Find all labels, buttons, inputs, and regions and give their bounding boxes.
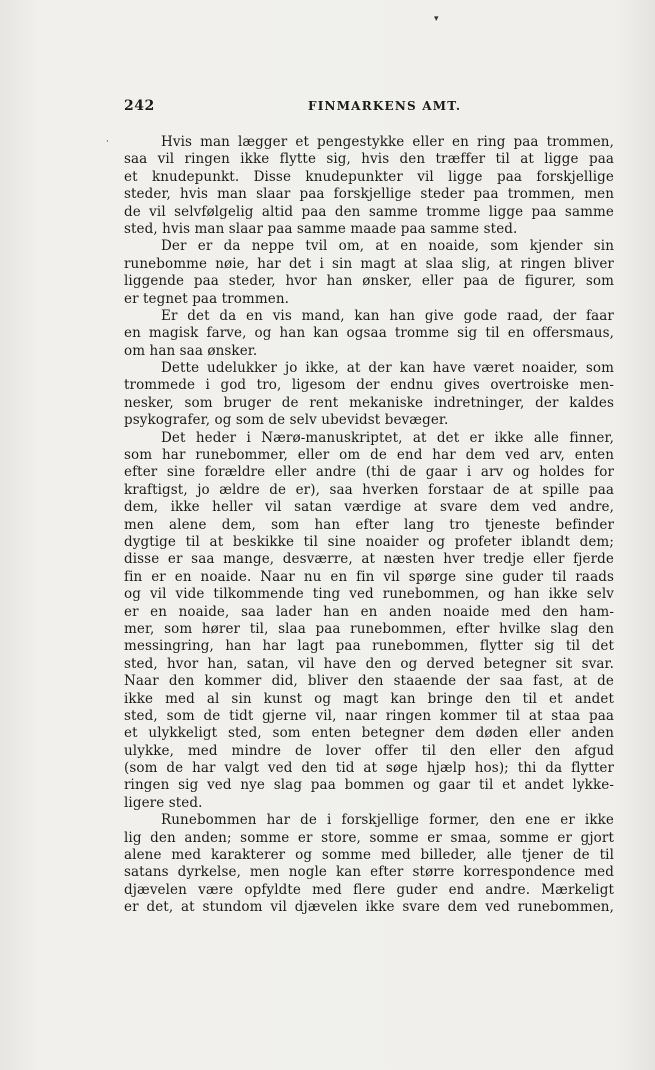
text-line: satans dyrkelse, men nogle kan efter større korrespondence med: [124, 864, 614, 881]
text-line: mer, som hører til, slaa paa runebommen, efter hvilke slag den: [124, 620, 614, 637]
text-line: er det, at stundom vil djævelen ikke svare dem ved runebommen,: [124, 899, 614, 916]
text-line: sted, som de tidt gjerne vil, naar ringen kommer til at staa paa: [124, 707, 614, 724]
ink-speck: ·: [106, 137, 109, 147]
text-line: efter sine forældre eller andre (thi de gaar i arv og holdes for: [124, 464, 614, 481]
text-line: et ulykkeligt sted, som enten betegner dem døden eller anden: [124, 725, 614, 742]
text-line: trommede i god tro, ligesom der endnu gives overtroiske men-: [124, 377, 614, 394]
text-line: saa vil ringen ikke flytte sig, hvis den træffer til at ligge paa: [124, 151, 614, 168]
text-line: Er det da en vis mand, kan han give gode raad, der faar: [161, 307, 614, 324]
text-line: psykografer, og som de selv ubevidst bevæger.: [124, 412, 449, 429]
text-line: og vil vide tilkommende ting ved runebommen, og han ikke selv: [124, 586, 614, 603]
text-line: om han saa ønsker.: [124, 342, 258, 359]
text-line: fin er en noaide. Naar nu en fin vil spørge sine guder til raads: [124, 568, 614, 585]
text-line: et knudepunkt. Disse knudepunkter vil ligge paa forskjellige: [124, 168, 614, 185]
page-header: [124, 98, 614, 120]
text-line: Runebommen har de i forskjellige former, den ene er ikke: [161, 812, 614, 829]
text-line: sted, hvor han, satan, vil have den og derved betegner sit svar.: [124, 655, 614, 672]
text-line: djævelen være opfyldte med flere guder end andre. Mærkeligt: [124, 881, 614, 898]
text-line: Dette udelukker jo ikke, at der kan have været noaider, som: [161, 360, 614, 377]
text-line: er en noaide, saa lader han en anden noaide med den ham-: [124, 603, 614, 620]
text-line: alene med karakterer og somme med billeder, alle tjener de til: [124, 847, 614, 864]
text-line: messingring, han har lagt paa runebommen, flytter sig til det: [124, 638, 614, 655]
text-line: Hvis man lægger et pengestykke eller en ring paa trommen,: [161, 134, 614, 150]
text-line: runebomme nøie, har det i sin magt at slaa slig, at ringen bliver: [124, 255, 614, 272]
text-line: dygtige til at beskikke til sine noaider og profeter iblandt dem;: [124, 533, 614, 550]
text-line: (som de har valgt ved den tid at søge hjælp hos); thi da flytter: [124, 760, 614, 777]
text-line: er tegnet paa trommen.: [124, 290, 290, 307]
text-line: ikke med al sin kunst og magt kan bringe den til et andet: [124, 690, 614, 707]
text-line: kraftigst, jo ældre de er), saa hverken forstaar de at spille paa: [124, 481, 614, 498]
text-line: dem, ikke heller vil satan værdige at svare dem ved andre,: [124, 499, 614, 516]
text-line: som har runebommer, eller om de end har dem ved arv, enten: [124, 447, 614, 464]
text-line: de vil selvfølgelig altid paa den samme tromme ligge paa samme: [124, 203, 614, 220]
page-number: 242: [124, 98, 155, 114]
text-line: Naar den kommer did, bliver den staaende der saa fast, at de: [124, 673, 614, 690]
text-line: lig den anden; somme er store, somme er smaa, somme er gjort: [124, 829, 614, 846]
body-text: [124, 134, 614, 917]
text-line: men alene dem, som han efter lang tro tjeneste befinder: [124, 516, 614, 533]
text-line: ligere sted.: [124, 794, 203, 811]
text-line: liggende paa steder, hvor han ønsker, eller paa de figurer, som: [124, 273, 614, 290]
text-line: ulykke, med mindre de lover offer til den eller den afgud: [124, 742, 614, 759]
text-line: Der er da neppe tvil om, at en noaide, som kjender sin: [161, 238, 614, 255]
text-line: Det heder i Nærø-manuskriptet, at det er ikke alle finner,: [161, 429, 614, 446]
text-line: nesker, som bruger de rent mekaniske indretninger, der kaldes: [124, 394, 614, 411]
text-line: ringen sig ved nye slag paa bommen og gaar til et andet lykke-: [124, 777, 614, 794]
text-line: steder, hvis man slaar paa forskjellige steder paa trommen, men: [124, 186, 614, 203]
text-line: disse er saa mange, desværre, at næsten hver tredje eller fjerde: [124, 551, 614, 568]
text-line: sted, hvis man slaar paa samme maade paa samme sted.: [124, 220, 518, 237]
running-title: FINMARKENS AMT.: [308, 99, 462, 113]
text-line: en magisk farve, og han kan ogsaa tromme sig til en offersmaus,: [124, 325, 614, 342]
ink-speck: ▾: [434, 14, 439, 24]
